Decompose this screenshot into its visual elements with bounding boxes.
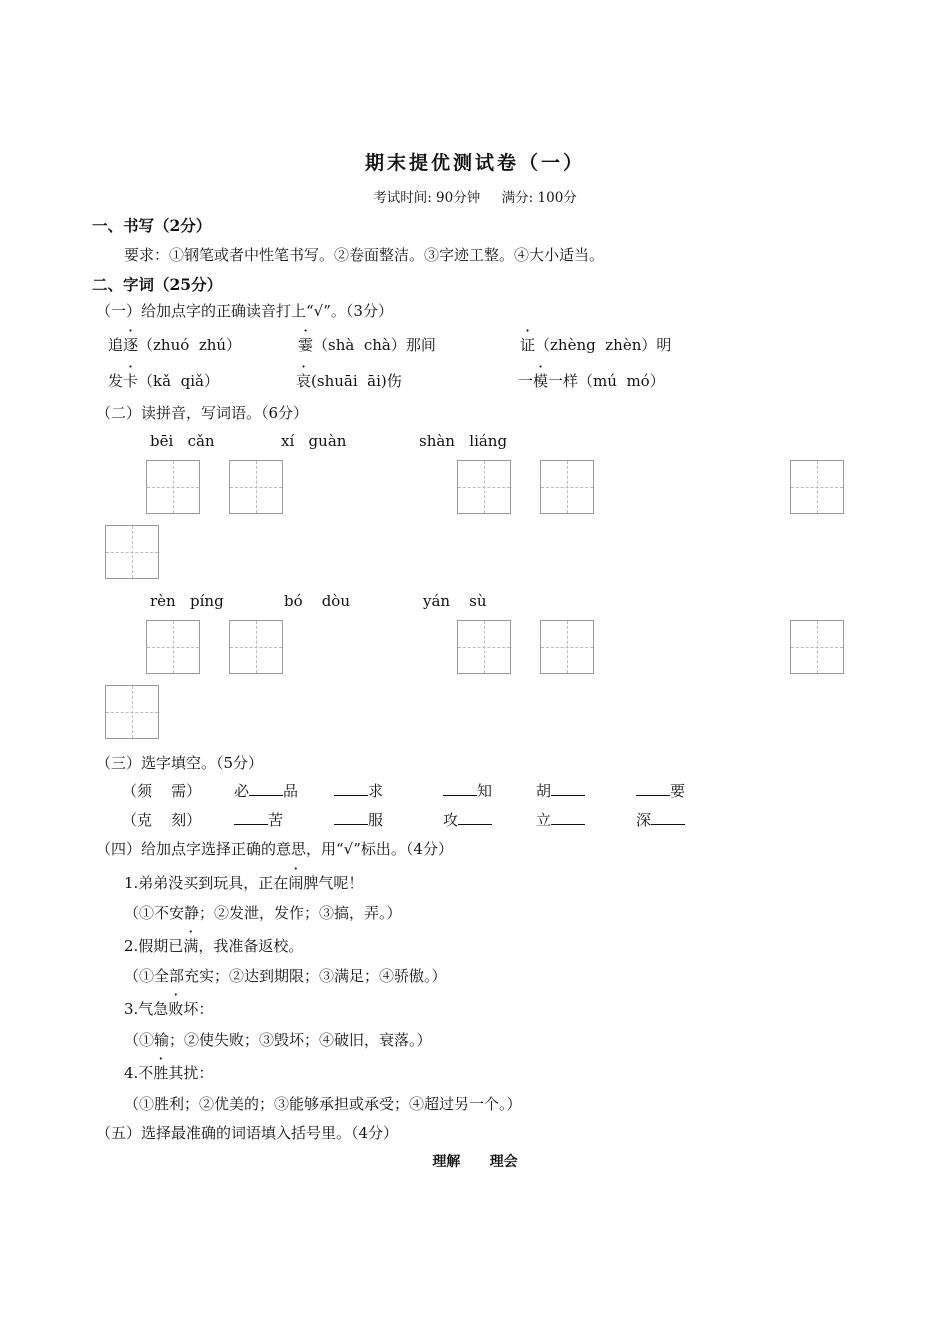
meaning-options: （①输；②使失败；③毁坏；④破旧，衰落。） — [124, 1031, 432, 1049]
pronunciation-item: 追逐（zhuó zhú） — [108, 336, 242, 354]
answer-blank[interactable] — [334, 781, 368, 796]
exam-info: 考试时间: 90分钟 满分: 100分 — [373, 190, 577, 206]
pronunciation-item: 证（zhèng zhèn）明 — [520, 336, 672, 354]
writing-grid-box[interactable] — [790, 460, 844, 514]
fill-item: 知 — [443, 780, 492, 801]
fill-item: 深 — [636, 809, 685, 830]
pronunciation-item: 发卡（kǎ qiǎ） — [108, 372, 219, 390]
pinyin-label: bēi cǎn — [150, 432, 215, 450]
pinyin-label: bó dòu — [284, 592, 350, 610]
section-1-heading: 一、书写（2分） — [92, 216, 212, 235]
writing-grid-box[interactable] — [105, 685, 159, 739]
pinyin-label: shàn liáng — [419, 432, 508, 450]
writing-grid-box[interactable] — [146, 620, 200, 674]
writing-grid-box[interactable] — [105, 525, 159, 579]
answer-blank[interactable] — [443, 781, 477, 796]
fill-item: 胡 — [536, 780, 585, 801]
writing-grid-box[interactable] — [540, 460, 594, 514]
fill-item: 立 — [536, 809, 585, 830]
meaning-options: （①胜利；②优美的；③能够承担或承受；④超过另一个。） — [124, 1095, 522, 1113]
fill-item: 攻 — [443, 809, 492, 830]
fill-item: 求 — [334, 780, 383, 801]
answer-blank[interactable] — [651, 810, 685, 825]
fill-item: 必 品 — [234, 782, 299, 800]
meaning-options: （①不安静；②发泄，发作；③搞，弄。） — [124, 904, 402, 922]
answer-blank[interactable] — [334, 810, 368, 825]
writing-grid-box[interactable] — [540, 620, 594, 674]
pronunciation-item: 哀(shuāi āi)伤 — [296, 372, 402, 390]
writing-grid-box[interactable] — [457, 620, 511, 674]
part-1-heading: （一）给加点字的正确读音打上“√”。（3分） — [96, 302, 393, 320]
choice-pair: （须 需） — [122, 782, 202, 800]
meaning-question: 3.气急败坏： — [124, 1000, 214, 1018]
part-2-heading: （二）读拼音，写词语。（6分） — [96, 404, 309, 422]
part-5-heading: （五）选择最准确的词语填入括号里。（4分） — [96, 1124, 399, 1142]
answer-blank[interactable] — [551, 810, 585, 825]
answer-blank[interactable] — [234, 810, 268, 825]
writing-grid-box[interactable] — [790, 620, 844, 674]
answer-blank[interactable] — [551, 781, 585, 796]
pinyin-label: yán sù — [423, 592, 487, 610]
writing-grid-box[interactable] — [457, 460, 511, 514]
fill-item: 服 — [334, 809, 383, 830]
pronunciation-item: 霎（shà chà）那间 — [298, 336, 436, 354]
meaning-question: 4.不胜其扰： — [124, 1064, 214, 1082]
writing-grid-box[interactable] — [229, 460, 283, 514]
pinyin-label: xí guàn — [281, 432, 347, 450]
meaning-options: （①全部充实；②达到期限；③满足；④骄傲。） — [124, 967, 447, 985]
part-4-heading: （四）给加点字选择正确的意思，用“√”标出。（4分） — [96, 840, 453, 858]
meaning-question: 1.弟弟没买到玩具，正在闹脾气呢！ — [124, 874, 364, 892]
fill-item: 苦 — [234, 809, 283, 830]
fill-item: 要 — [636, 780, 685, 801]
answer-blank[interactable] — [636, 781, 670, 796]
part-3-heading: （三）选字填空。（5分） — [96, 754, 264, 772]
pronunciation-item: 一模一样（mú mó） — [518, 372, 665, 390]
choice-pair: （克 刻） — [122, 811, 202, 829]
answer-blank[interactable] — [249, 781, 283, 796]
meaning-question: 2.假期已满，我准备返校。 — [124, 937, 304, 955]
section-2-heading: 二、字词（25分） — [92, 275, 223, 294]
writing-grid-box[interactable] — [146, 460, 200, 514]
writing-requirement: 要求：①钢笔或者中性笔书写。②卷面整洁。③字迹工整。④大小适当。 — [124, 246, 605, 264]
writing-grid-box[interactable] — [229, 620, 283, 674]
pinyin-label: rèn píng — [150, 592, 224, 610]
word-choices: 理解 理会 — [432, 1154, 518, 1170]
page-title: 期末提优测试卷（一） — [364, 152, 585, 174]
answer-blank[interactable] — [458, 810, 492, 825]
